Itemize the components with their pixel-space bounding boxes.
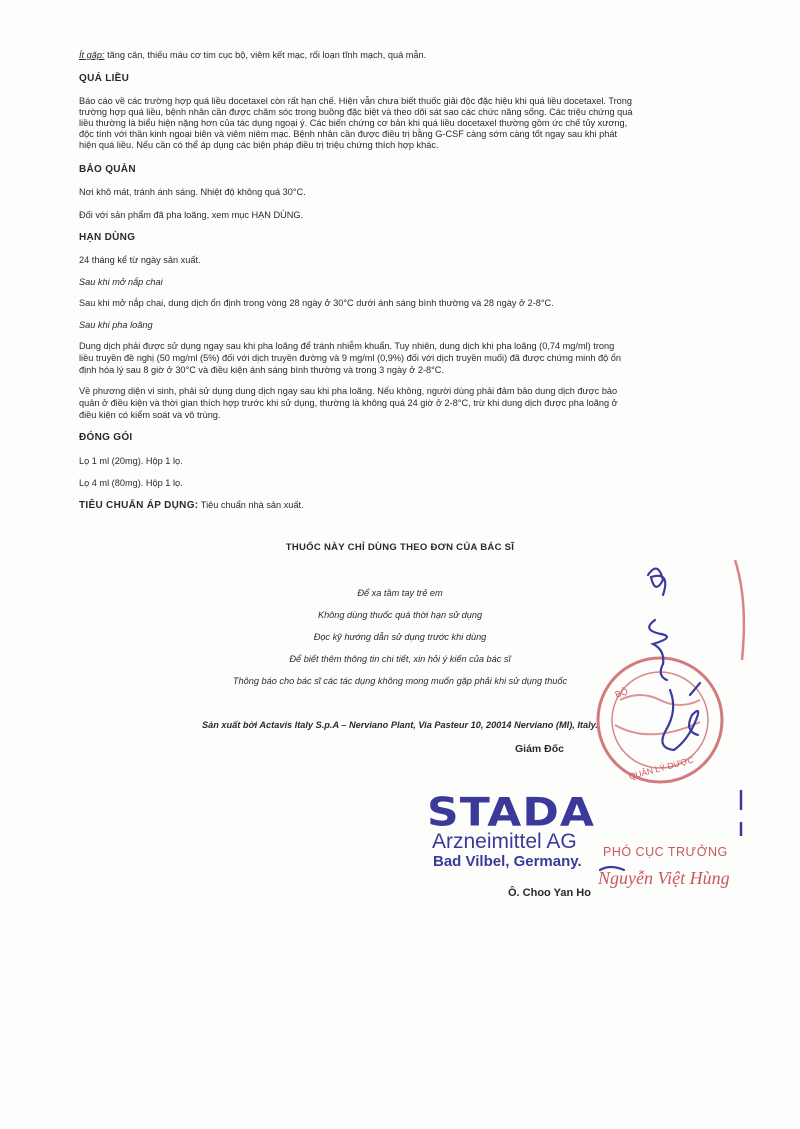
seal-fragment-1: BỘ — [613, 686, 630, 700]
manufacturer-line: Sản xuất bởi Actavis Italy S.p.A – Nerviano Plant, Via Pasteur 10, 20014 Nerviano (MI), Italy. — [202, 720, 598, 730]
prescription-notice: THUỐC NÀY CHỈ DÙNG THEO ĐƠN CỦA BÁC SĨ — [285, 542, 515, 553]
standard-text: Tiêu chuẩn nhà sản xuất. — [198, 500, 304, 510]
overdose-line-1: Báo cáo về các trường hợp quá liều docetaxel còn rất hạn chế. Hiện vẫn chưa biết thuốc giải độc đặc hiệu khi quá liều docetaxel. Trong — [79, 96, 632, 106]
micro-line-3: điều kiện có kiểm soát và vô trùng. — [79, 410, 221, 420]
stada-stamp-brand: STADA — [427, 789, 595, 836]
warning-3: Đọc kỹ hướng dẫn sử dụng trước khi dùng — [313, 632, 487, 642]
micro-line-2: quản ở điều kiện và thời gian thích hợp trước khi sử dụng, thường là không quá 24 giờ ở 2-8°C, trừ khi dung dịch được pha loãng ở — [79, 398, 618, 408]
shelf-life-line: 24 tháng kể từ ngày sản xuất. — [79, 255, 201, 265]
overdose-heading: QUÁ LIỀU — [79, 73, 130, 84]
stada-stamp-city: Bad Vilbel, Germany. — [433, 853, 582, 870]
red-edge-mark — [735, 560, 744, 660]
diluted-subheading: Sau khi pha loãng — [79, 320, 153, 330]
side-effects-label: Ít gặp: — [79, 50, 105, 60]
deputy-director-title: PHÓ CỤC TRƯỞNG — [603, 845, 728, 859]
director-signature-icon — [600, 569, 700, 870]
overdose-line-5: hiện quá liều. Nếu cần có thể áp dụng các biện pháp điều trị triệu chứng thích hợp khác. — [79, 140, 439, 150]
packaging-heading: ĐÓNG GÓI — [79, 432, 133, 443]
warning-4: Để biết thêm thông tin chi tiết, xin hỏi ý kiến của bác sĩ — [289, 654, 511, 664]
warning-1: Để xa tầm tay trẻ em — [357, 588, 443, 598]
deputy-director-name: Nguyễn Việt Hùng — [598, 868, 730, 888]
diluted-line-2: liều truyền đề nghị (50 mg/ml (5%) đối với dịch truyền đường và 9 mg/ml (0,9%) đối với dịch truyền muối) đã được chứng minh độ ổn — [79, 353, 621, 363]
packaging-line-1: Lọ 1 ml (20mg). Hộp 1 lọ. — [79, 456, 183, 466]
warning-5: Thông báo cho bác sĩ các tác dụng không mong muốn gặp phải khi sử dụng thuốc — [232, 676, 568, 686]
diluted-line-1: Dung dịch phải được sử dụng ngay sau khi pha loãng để tránh nhiễm khuẩn. Tuy nhiên, dung dịch khi pha loãng (0,74 mg/ml) trong — [79, 341, 615, 351]
director-name: Ô. Choo Yan Ho — [508, 887, 591, 899]
side-effects-text: tăng cân, thiếu máu cơ tim cục bộ, viêm kết mạc, rối loạn tĩnh mạch, quá mẫn. — [104, 50, 427, 60]
director-title: Giám Đốc — [515, 743, 565, 755]
micro-line-1: Về phương diện vi sinh, phải sử dụng dung dịch ngay sau khi pha loãng. Nếu không, người dùng phải đảm bảo dung dịch được bảo — [79, 386, 618, 396]
overdose-line-4: độc tính với thần kinh ngoại biên và viêm niêm mạc. Bệnh nhân cần được điều trị bằng G-CSF càng sớm càng tốt ngay sau khi phát — [79, 129, 617, 139]
storage-line-2: Đối với sản phẩm đã pha loãng, xem mục HẠN DÙNG. — [79, 210, 304, 220]
opened-text: Sau khi mở nắp chai, dung dịch ổn định trong vòng 28 ngày ở 30°C dưới ánh sáng bình thường và 28 ngày ở 2-8°C. — [79, 298, 554, 308]
standard-label: TIÊU CHUẨN ÁP DỤNG: — [79, 500, 199, 511]
seal-fragment-2: QUẢN LÝ DƯỢC — [627, 754, 695, 782]
overdose-line-2: trường hợp quá liều, bệnh nhân cần được chăm sóc trong buồng đặc biệt và theo dõi sát sao các chức năng sống. Các triệu chứng quá — [79, 107, 633, 117]
storage-line-1: Nơi khô mát, tránh ánh sáng. Nhiệt độ không quá 30°C. — [79, 187, 306, 197]
warning-2: Không dùng thuốc quá thời hạn sử dụng — [317, 610, 483, 620]
storage-heading: BẢO QUẢN — [79, 164, 136, 175]
overdose-line-3: liều thường là biểu hiện nặng hơn của tác dụng ngoại ý. Các biến chứng cơ bản khi quá liều docetaxel thường gồm ức chế tủy xương, — [79, 118, 628, 128]
opened-subheading: Sau khi mở nắp chai — [79, 277, 163, 287]
diluted-line-3: định hóa lý sau 8 giờ ở 30°C và điều kiện ánh sáng bình thường và trong 3 ngày ở 2-8°C. — [79, 365, 444, 375]
shelf-life-heading: HẠN DÙNG — [79, 232, 136, 243]
stada-stamp-company: Arzneimittel AG — [432, 830, 577, 853]
packaging-line-2: Lọ 4 ml (80mg). Hộp 1 lọ. — [79, 478, 183, 488]
